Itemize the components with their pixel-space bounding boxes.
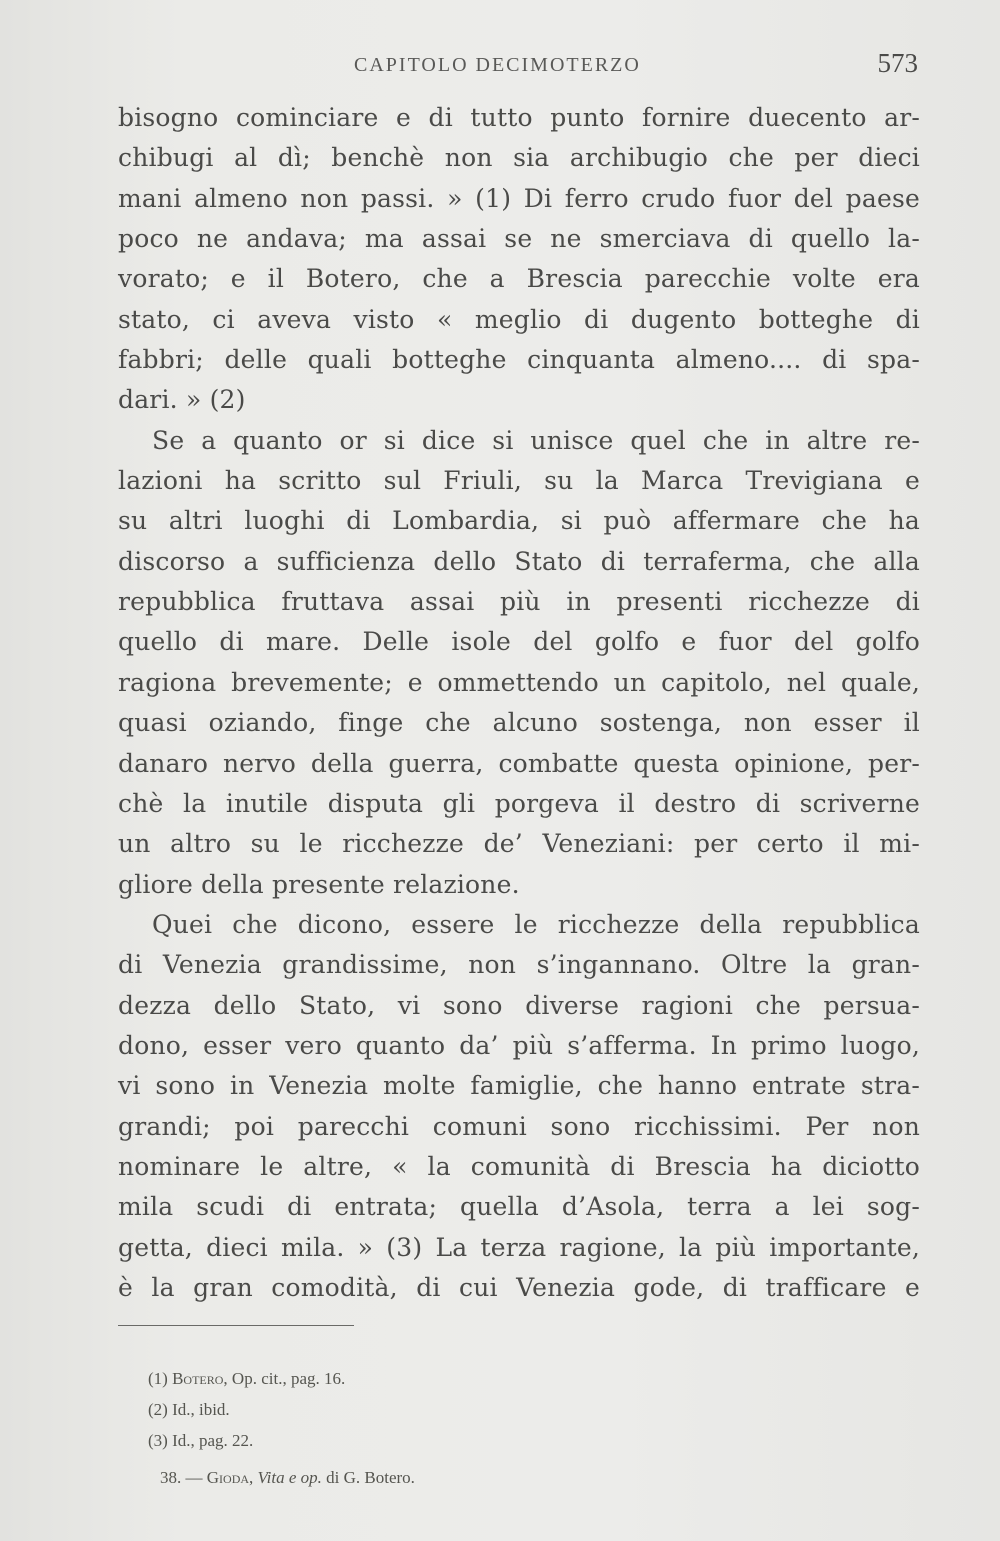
text-line: Quei che dicono, essere le ricchezze della repubblica (152, 909, 920, 939)
footnote-1-number: (1) (148, 1369, 168, 1388)
text-line: è la gran comodità, di cui Venezia gode, di trafficare e (118, 1272, 920, 1302)
text-line: stato, ci aveva visto « meglio di dugento botteghe di (118, 304, 920, 334)
footnotes (148, 1363, 748, 1456)
text-line: dezza dello Stato, vi sono diverse ragioni che persua- (118, 990, 920, 1020)
text-line: fabbri; delle quali botteghe cinquanta almeno.... di spa- (118, 345, 920, 375)
text-line: lazioni ha scritto sul Friuli, su la Marca Trevigiana e (118, 466, 920, 496)
text-line: bisogno cominciare e di tutto punto fornire duecento ar- (118, 103, 920, 132)
text-line: poco ne andava; ma assai se ne smerciava di quello la- (118, 224, 920, 254)
signature-rest: di G. Botero. (326, 1468, 415, 1487)
signature-title: Vita e op. (257, 1468, 322, 1487)
footnote-separator (118, 1325, 354, 1326)
text-line: mani almeno non passi. » (1) Di ferro crudo fuor del paese (118, 183, 920, 213)
text-line: grandi; poi parecchi comuni sono ricchissimi. Per non (118, 1111, 920, 1141)
footnote-2: (2) Id., ibid. (148, 1400, 230, 1419)
text-line: quasi oziando, finge che alcuno sostenga, non esser il (118, 708, 920, 738)
text-line: un altro su le ricchezze de’ Veneziani: per certo il mi- (118, 829, 920, 859)
text-line: dari. » (2) (118, 385, 246, 415)
footnote-1-text: , Op. cit., pag. 16. (223, 1369, 346, 1388)
text-line: chè la inutile disputa gli porgeva il destro di scriverne (118, 788, 920, 818)
text-line: getta, dieci mila. » (3) La terza ragione, la più importante, (118, 1232, 920, 1262)
text-line: nominare le altre, « la comunità di Brescia ha diciotto (118, 1151, 920, 1181)
page-number: 573 (877, 48, 918, 78)
text-line: di Venezia grandissime, non s’ingannano. Oltre la gran- (118, 950, 920, 980)
signature-author: Gioda (206, 1468, 250, 1487)
footnote-3: (3) Id., pag. 22. (148, 1431, 254, 1450)
running-head (118, 48, 918, 82)
text-line: su altri luoghi di Lombardia, si può affermare che ha (118, 506, 920, 536)
text-line: gliore della presente relazione. (118, 869, 520, 899)
text-line: dono, esser vero quanto da’ più s’afferma. In primo luogo, (118, 1030, 920, 1060)
footnote-1-author: Botero (172, 1369, 224, 1388)
signature-line: 38. — Gioda, Vita e op. di G. Botero. (160, 1468, 415, 1487)
text-line: vi sono in Venezia molte famiglie, che hanno entrate stra- (118, 1071, 920, 1101)
signature-number: 38. — (160, 1468, 203, 1487)
text-line: mila scudi di entrata; quella d’Asola, terra a lei sog- (118, 1192, 920, 1222)
footnote-1 (148, 1363, 748, 1394)
text-line: vorato; e il Botero, che a Brescia parecchie volte era (118, 264, 920, 294)
text-line: Se a quanto or si dice si unisce quel che in altre re- (152, 425, 920, 455)
text-line: repubblica fruttava assai più in presenti ricchezze di (118, 587, 920, 617)
text-line: ragiona brevemente; e ommettendo un capitolo, nel quale, (118, 667, 920, 697)
body-text (118, 98, 920, 1308)
text-line: danaro nervo della guerra, combatte questa opinione, per- (118, 748, 920, 778)
text-line: discorso a sufficienza dello Stato di terraferma, che alla (118, 546, 920, 576)
text-line: chibugi al dì; benchè non sia archibugio che per dieci (118, 143, 920, 173)
chapter-title: CAPITOLO DECIMOTERZO (354, 54, 641, 76)
text-line: quello di mare. Delle isole del golfo e fuor del golfo (118, 627, 920, 657)
